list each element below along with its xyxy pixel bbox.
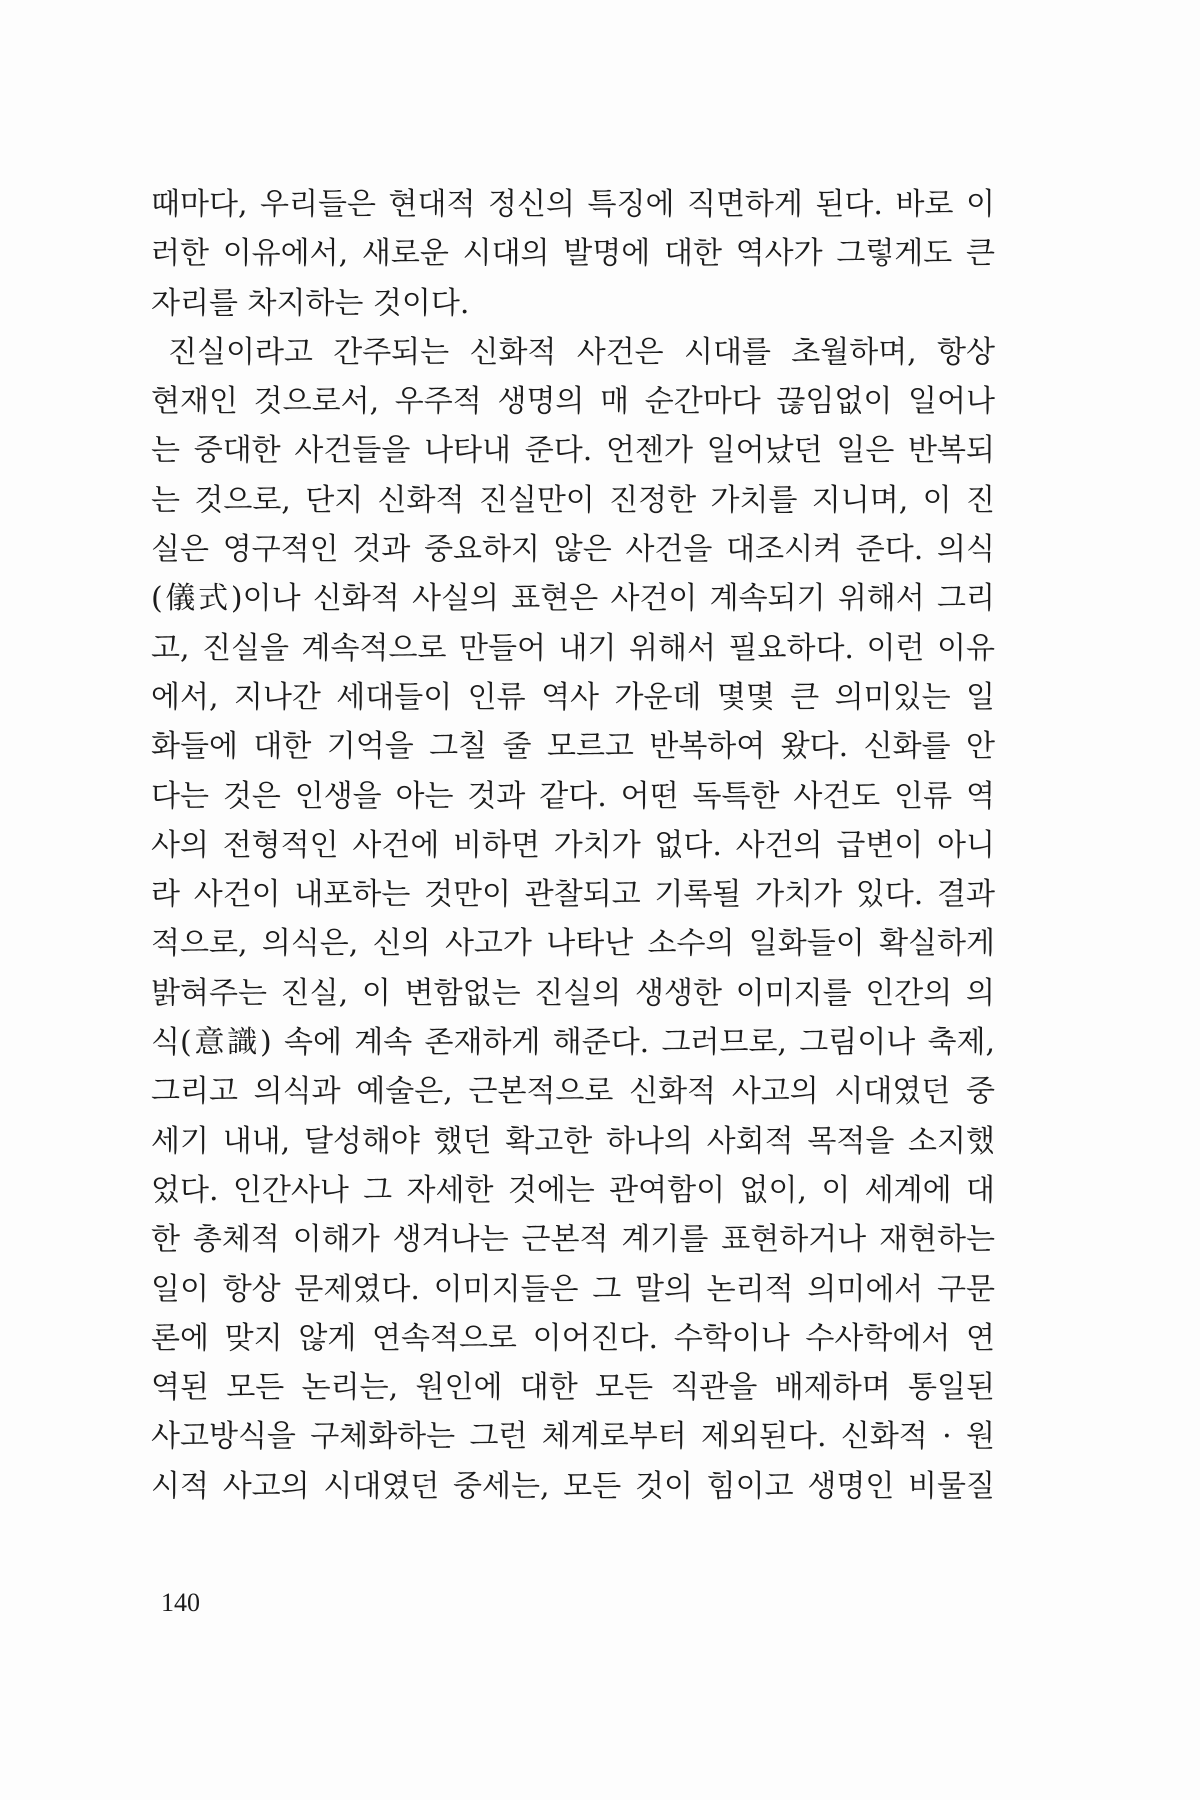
- text-line: 실은 영구적인 것과 중요하지 않은 사건을 대조시켜 준다. 의식: [151, 532, 995, 568]
- text-line: 적으로, 의식은, 신의 사고가 나타난 소수의 일화들이 확실하게: [151, 926, 995, 962]
- text-line: 론에 맞지 않게 연속적으로 이어진다. 수학이나 수사학에서 연: [151, 1320, 995, 1356]
- body-text: [151, 180, 995, 1511]
- text-line: 는 중대한 사건들을 나타내 준다. 언젠가 일어났던 일은 반복되: [151, 433, 995, 469]
- text-line: 자리를 차지하는 것이다.: [151, 285, 470, 321]
- text-line: 식(意識) 속에 계속 존재하게 해준다. 그러므로, 그림이나 축제,: [151, 1025, 995, 1061]
- text-line: 한 총체적 이해가 생겨나는 근본적 계기를 표현하거나 재현하는: [151, 1222, 995, 1258]
- text-line: 밝혀주는 진실, 이 변함없는 진실의 생생한 이미지를 인간의 의: [151, 975, 995, 1011]
- text-line: 때마다, 우리들은 현대적 정신의 특징에 직면하게 된다. 바로 이: [151, 187, 995, 222]
- text-line: (儀式)이나 신화적 사실의 표현은 사건이 계속되기 위해서 그리: [151, 581, 995, 617]
- text-line: 다는 것은 인생을 아는 것과 같다. 어떤 독특한 사건도 인류 역: [151, 778, 995, 814]
- text-line: 러한 이유에서, 새로운 시대의 발명에 대한 역사가 그렇게도 큰: [151, 236, 995, 272]
- text-line: 역된 모든 논리는, 원인에 대한 모든 직관을 배제하며 통일된: [151, 1370, 995, 1406]
- text-line: 화들에 대한 기억을 그칠 줄 모르고 반복하여 왔다. 신화를 안: [151, 729, 995, 765]
- text-line: 었다. 인간사나 그 자세한 것에는 관여함이 없이, 이 세계에 대: [151, 1172, 995, 1208]
- text-line: 그리고 의식과 예술은, 근본적으로 신화적 사고의 시대였던 중: [151, 1074, 995, 1110]
- text-line: 라 사건이 내포하는 것만이 관찰되고 기록될 가치가 있다. 결과: [151, 877, 995, 913]
- text-line: 세기 내내, 달성해야 했던 확고한 하나의 사회적 목적을 소지했: [151, 1123, 995, 1159]
- text-line: 는 것으로, 단지 신화적 진실만이 진정한 가치를 지니며, 이 진: [151, 482, 995, 518]
- text-line: 에서, 지나간 세대들이 인류 역사 가운데 몇몇 큰 의미있는 일: [151, 679, 995, 715]
- text-line: 사고방식을 구체화하는 그런 체계로부터 제외된다. 신화적 · 원: [151, 1419, 995, 1455]
- text-line: 사의 전형적인 사건에 비하면 가치가 없다. 사건의 급변이 아니: [151, 827, 995, 863]
- text-line: 시적 사고의 시대였던 중세는, 모든 것이 힘이고 생명인 비물질: [151, 1468, 995, 1504]
- text-line: 현재인 것으로서, 우주적 생명의 매 순간마다 끊임없이 일어나: [151, 384, 995, 420]
- page-number: 140: [161, 1588, 200, 1617]
- text-line: 일이 항상 문제였다. 이미지들은 그 말의 논리적 의미에서 구문: [151, 1271, 995, 1307]
- text-line: 고, 진실을 계속적으로 만들어 내기 위해서 필요하다. 이런 이유: [151, 630, 995, 666]
- text-line: 진실이라고 간주되는 신화적 사건은 시대를 초월하며, 항상: [168, 334, 995, 370]
